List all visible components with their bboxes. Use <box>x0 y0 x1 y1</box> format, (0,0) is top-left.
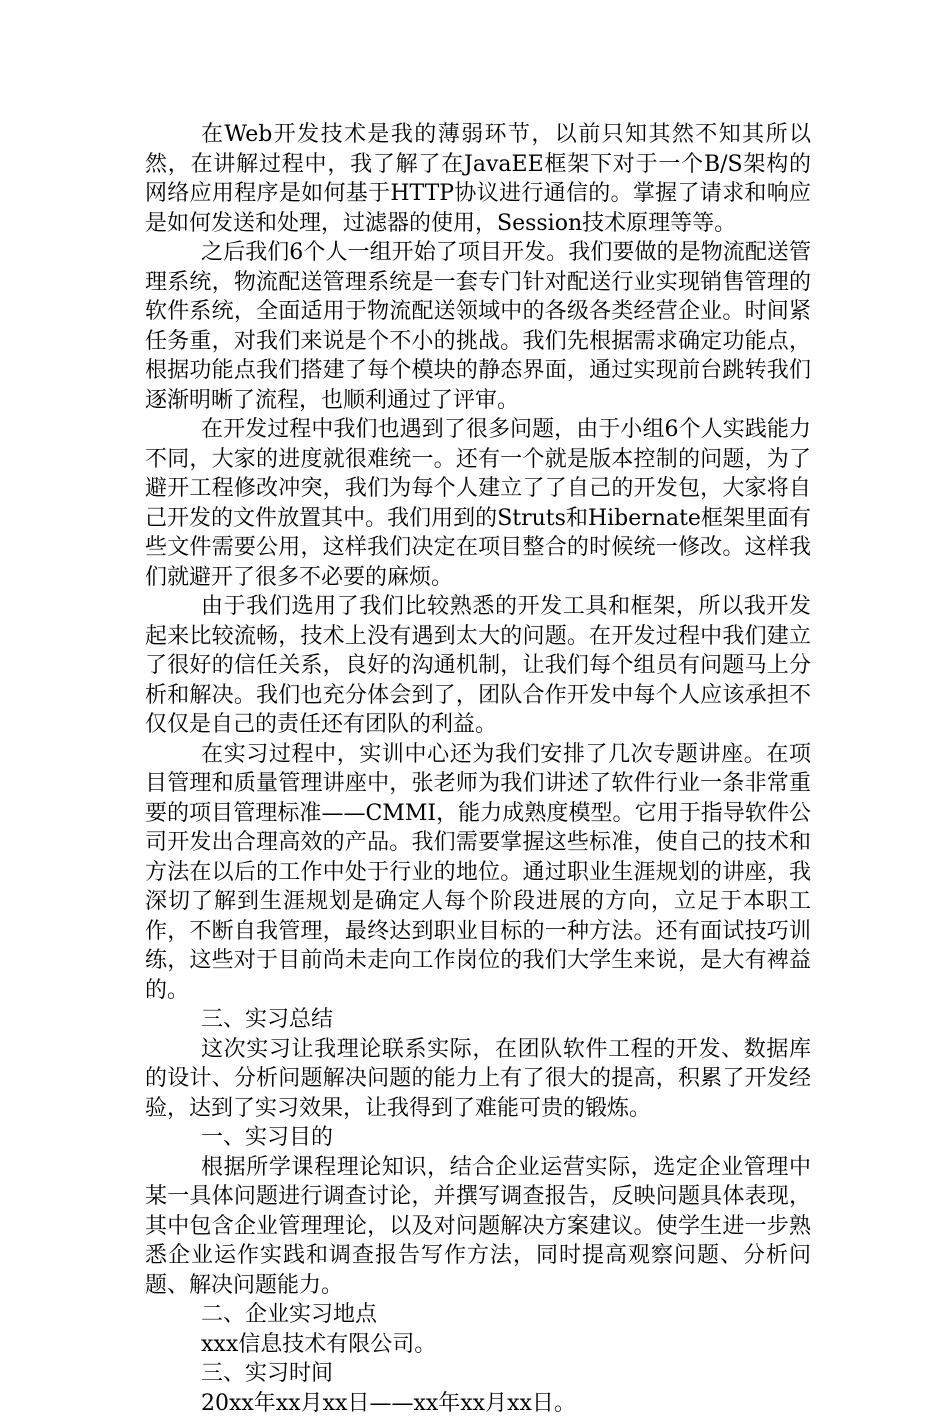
paragraph-project-start: 之后我们6个人一组开始了项目开发。我们要做的是物流配送管理系统，物流配送管理系统是一套专门针对配送行业实现销售管理的软件系统，全面适用于物流配送领域中的各级各类经营企业。时间紧任务重，对我们来说是个不小的挑战。我们先根据需求确定功能点，根据功能点我们搭建了每个模块的静态界面，通过实现前台跳转我们逐渐明晰了流程，也顺利通过了评审。 <box>145 238 811 415</box>
paragraph-purpose: 根据所学课程理论知识，结合企业运营实际，选定企业管理中某一具体问题进行调查讨论，并撰写调查报告，反映问题具体表现，其中包含企业管理理论，以及对问题解决方案建议。使学生进一步熟悉企业运作实践和调查报告写作方法，同时提高观察问题、分析问题、解决问题能力。 <box>145 1153 811 1301</box>
heading-time: 三、实习时间 <box>145 1359 811 1389</box>
document-page <box>145 120 811 1418</box>
paragraph-summary: 这次实习让我理论联系实际，在团队软件工程的开发、数据库的设计、分析问题解决问题的能力上有了很大的提高，积累了开发经验，达到了实习效果，让我得到了难能可贵的锻炼。 <box>145 1035 811 1124</box>
paragraph-teamwork: 由于我们选用了我们比较熟悉的开发工具和框架，所以我开发起来比较流畅，技术上没有遇到太大的问题。在开发过程中我们建立了很好的信任关系，良好的沟通机制，让我们每个组员有问题马上分析和解决。我们也充分体会到了，团队合作开发中每个人应该承担不仅仅是自己的责任还有团队的利益。 <box>145 592 811 740</box>
paragraph-location: xxx信息技术有限公司。 <box>145 1330 811 1360</box>
paragraph-lectures: 在实习过程中，实训中心还为我们安排了几次专题讲座。在项目管理和质量管理讲座中，张老师为我们讲述了软件行业一条非常重要的项目管理标准——CMMI，能力成熟度模型。它用于指导软件公司开发出合理高效的产品。我们需要掌握这些标准，使自己的技术和方法在以后的工作中处于行业的地位。通过职业生涯规划的讲座，我深切了解到生涯规划是确定人每个阶段进展的方向，立足于本职工作，不断自我管理，最终达到职业目标的一种方法。还有面试技巧训练，这些对于目前尚未走向工作岗位的我们大学生来说，是大有裨益的。 <box>145 740 811 1006</box>
paragraph-time: 20xx年xx月xx日——xx年xx月xx日。 <box>145 1389 811 1418</box>
heading-summary: 三、实习总结 <box>145 1005 811 1035</box>
paragraph-dev-problems: 在开发过程中我们也遇到了很多问题，由于小组6个人实践能力不同，大家的进度就很难统一。还有一个就是版本控制的问题，为了避开工程修改冲突，我们为每个人建立了了自己的开发包，大家将自己开发的文件放置其中。我们用到的Struts和Hibernate框架里面有些文件需要公用，这样我们决定在项目整合的时候统一修改。这样我们就避开了很多不必要的麻烦。 <box>145 415 811 592</box>
heading-purpose: 一、实习目的 <box>145 1123 811 1153</box>
heading-location: 二、企业实习地点 <box>145 1300 811 1330</box>
paragraph-web-dev: 在Web开发技术是我的薄弱环节，以前只知其然不知其所以然，在讲解过程中，我了解了在JavaEE框架下对于一个B/S架构的网络应用程序是如何基于HTTP协议进行通信的。掌握了请求和响应是如何发送和处理，过滤器的使用，Session技术原理等等。 <box>145 120 811 238</box>
